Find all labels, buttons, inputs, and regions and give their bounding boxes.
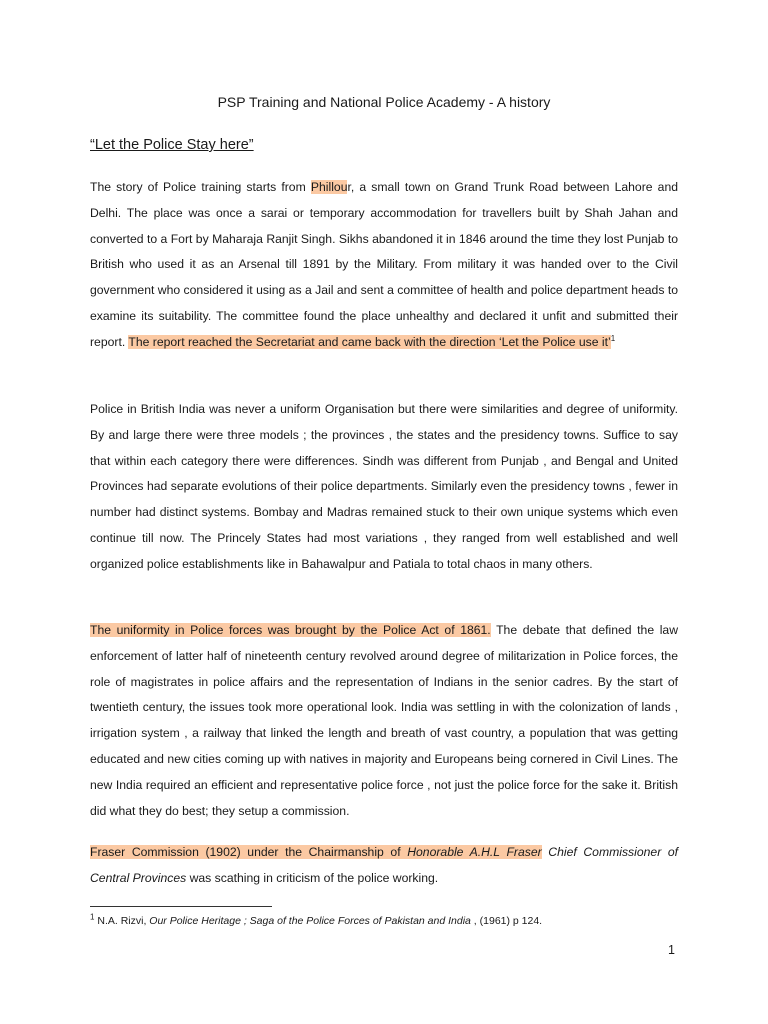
highlight-report-direction: The report reached the Secretariat and came back with the direction ‘Let the Police use it’ [128,334,611,349]
section-heading: “Let the Police Stay here” [90,137,254,153]
footnote [90,912,543,927]
footnote-reference: 1 [610,333,616,343]
paragraph-text: The story of Police training starts from [90,180,311,194]
paragraph-text: was scathing in criticism of the police working. [186,870,439,885]
paragraph-fraser-commission [90,840,678,892]
paragraph-police-act [90,618,678,824]
footnote-marker: 1 [90,912,95,922]
document-title: PSP Training and National Police Academy - A history [217,94,551,110]
paragraph-phillour [90,175,678,356]
footnote-work-title: Our Police Heritage ; Saga of the Police Forces of Pakistan and India [149,915,471,927]
paragraph-text: The debate that defined the law enforcement of latter half of nineteenth century revolved around degree of militarization in Police forces, the role of magistrates in police affairs and the representation of Indians in the senior cadres. By the start of twentieth century, the issues took more operational look. India was settling in with the colonization of lands , irrigation system , a railway that linked the length and breath of vast country, a population that was getting educated and new cities coming up with natives in majority and Europeans being cornered in Civil Lines. The new India required an efficient and representative police force , not just the police force for the sake it. British did what they do best; they setup a commission. [90,623,678,818]
footnote-citation: , (1961) p 124. [470,915,543,927]
highlight-fraser-name: Honorable A.H.L Fraser [407,845,542,859]
chief-commissioner-text: Chief Commissioner of Central Provinces [90,845,679,885]
paragraph-british-india-police: Police in British India was never a uniform Organisation but there were similarities and degree of uniformity. By and large there were three models ; the provinces , the states and the presidency towns. Suffice to say that within each category there were differences. Sindh was different from Punjab , and Bengal and United Provinces had separate evolutions of their police departments. Similarly even the presidency towns , fewer in number had distinct systems. Bombay and Madras remained stuck to their own unique systems which even continue till now. The Princely States had most variations , they ranged from well established and well organized police establishments like in Bahawalpur and Patiala to total chaos in many others. [90,402,678,571]
footnote-divider [90,906,272,907]
paragraph-text: r, a small town on Grand Trunk Road between Lahore and Delhi. The place was once a sarai or temporary accommodation for travellers built by Shah Jahan and converted to a Fort by Maharaja Ranjit Singh. Sikhs abandoned it in 1846 around the time they lost Punjab to British who used it as an Arsenal till 1891 by the Military. From military it was handed over to the Civil government who considered it using as a Jail and sent a committee of health and police department heads to examine its suitability. The committee found the place unhealthy and declared it unfit and submitted their report. [90,180,679,349]
highlight-fraser-commission: Fraser Commission (1902) under the Chairmanship of [90,845,408,859]
highlight-phillour: Phillou [310,180,348,194]
page-number: 1 [668,943,675,957]
highlight-police-act: The uniformity in Police forces was brought by the Police Act of 1861. [90,623,491,637]
footnote-author: N.A. Rizvi, [94,915,150,927]
